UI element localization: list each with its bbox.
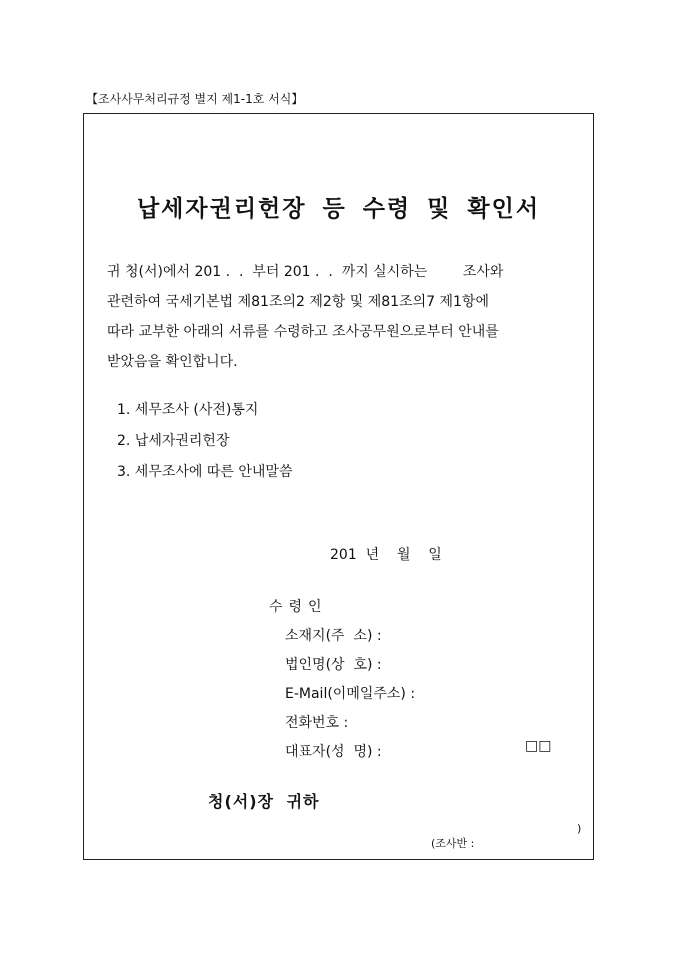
addressee: 청(서)장 귀하 xyxy=(208,792,320,811)
paragraph-line: 귀 청(서)에서 201 . . 부터 201 . . 까지 실시하는 조사와 xyxy=(107,264,504,280)
form-caption: 【조사사무처리규정 별지 제1-1호 서식】 xyxy=(86,92,304,106)
field-representative: 대표자(성 명) : xyxy=(285,744,382,760)
team-label: (조사반 : xyxy=(431,837,475,850)
field-phone: 전화번호 : xyxy=(285,715,349,731)
paragraph-line: 받았음을 확인합니다. xyxy=(107,354,238,370)
receiver-label: 수령인 xyxy=(269,599,328,615)
field-email: E-Mail(이메일주소) : xyxy=(285,686,416,702)
document-title: 납세자권리헌장 등 수령 및 확인서 xyxy=(136,195,541,222)
field-company-name: 법인명(상 호) : xyxy=(285,657,382,673)
list-item: 3. 세무조사에 따른 안내말씀 xyxy=(117,464,293,480)
field-address: 소재지(주 소) : xyxy=(285,628,382,644)
list-item: 2. 납세자권리헌장 xyxy=(117,433,230,449)
receiver-fields xyxy=(285,622,415,767)
team-field xyxy=(417,822,582,877)
confirmation-paragraph xyxy=(107,257,577,377)
team-close: ) xyxy=(577,822,582,835)
document-list xyxy=(117,395,292,488)
form-frame xyxy=(83,113,594,860)
paragraph-line: 따라 교부한 아래의 서류를 수령하고 조사공무원으로부터 안내를 xyxy=(107,324,499,340)
paragraph-line: 관련하여 국세기본법 제81조의2 제2항 및 제81조의7 제1항에 xyxy=(107,294,489,310)
date-line: 201 년 월 일 xyxy=(330,547,442,563)
signature-boxes: □□ xyxy=(525,738,552,754)
list-item: 1. 세무조사 (사전)통지 xyxy=(117,402,259,418)
